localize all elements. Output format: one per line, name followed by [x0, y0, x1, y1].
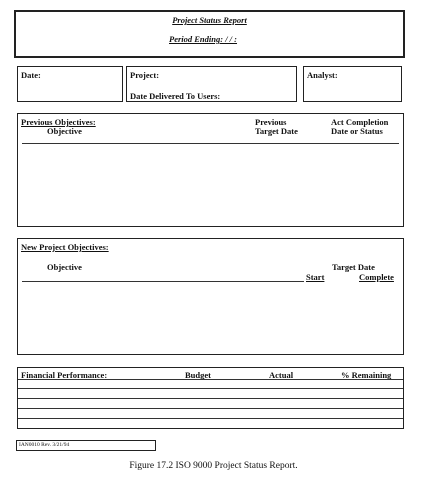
financial-col-actual: Actual: [269, 370, 294, 380]
previous-objectives-box: [17, 113, 404, 227]
form-code-box: [16, 440, 156, 451]
analyst-label: Analyst:: [307, 70, 338, 80]
financial-row-line: [18, 418, 403, 419]
financial-row-line: [18, 379, 403, 380]
previous-col-act-completion: Act Completion: [331, 117, 389, 127]
project-label: Project:: [130, 70, 160, 80]
previous-header-rule: [22, 143, 399, 144]
previous-col-objective: Objective: [47, 126, 82, 136]
form-code: IAN0010 Rev. 3/21/94: [19, 442, 70, 448]
previous-col-target-date: Target Date: [255, 126, 298, 136]
report-header-box: [14, 10, 405, 58]
new-objectives-heading: New Project Objectives:: [21, 242, 109, 252]
new-col-complete: Complete: [359, 272, 394, 282]
figure-caption: Figure 17.2 ISO 9000 Project Status Report.: [129, 461, 298, 471]
financial-col-budget: Budget: [185, 370, 211, 380]
report-title: Project Status Report: [172, 15, 247, 25]
project-box: [126, 66, 297, 102]
period-ending-label: Period Ending: / / :: [169, 34, 238, 44]
previous-col-date-or-status: Date or Status: [331, 126, 383, 136]
financial-heading: Financial Performance:: [21, 370, 108, 380]
previous-objectives-heading: Previous Objectives:: [21, 117, 96, 127]
financial-row-line: [18, 398, 403, 399]
new-col-start: Start: [306, 272, 325, 282]
new-col-objective: Objective: [47, 262, 82, 272]
date-delivered-label: Date Delivered To Users:: [130, 91, 221, 101]
financial-row-line: [18, 408, 403, 409]
financial-row-line: [18, 388, 403, 389]
date-label: Date:: [21, 70, 41, 80]
analyst-box: [303, 66, 402, 102]
previous-col-previous: Previous: [255, 117, 287, 127]
financial-performance-box: [17, 367, 404, 429]
financial-col-remaining: % Remaining: [341, 370, 392, 380]
new-header-rule-left: [22, 281, 304, 282]
new-objectives-box: [17, 238, 404, 355]
date-box: [17, 66, 123, 102]
new-col-target-date: Target Date: [332, 262, 375, 272]
